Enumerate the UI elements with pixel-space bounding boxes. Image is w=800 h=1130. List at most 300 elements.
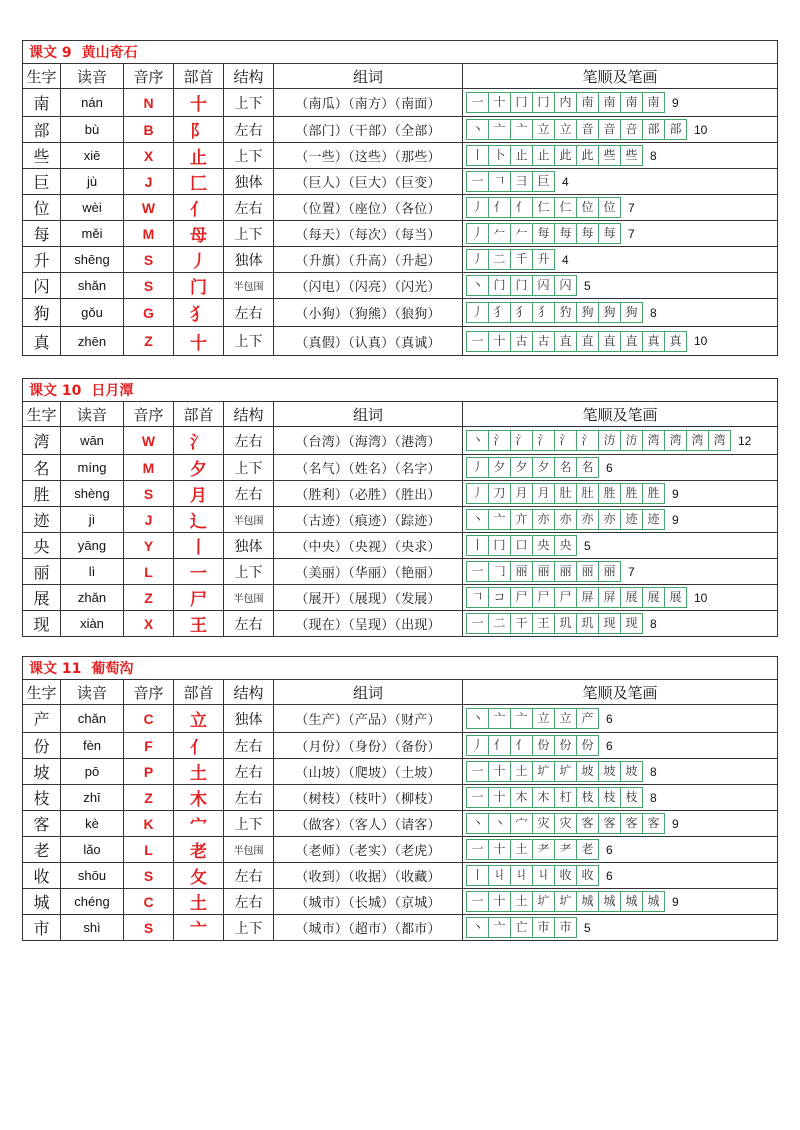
words-cell: （台湾）（海湾）（港湾）: [274, 427, 463, 455]
structure-cell: 左右: [224, 889, 274, 915]
stroke-step: 丽: [510, 561, 533, 582]
stroke-step: 城: [576, 891, 599, 912]
stroke-step: 丩: [532, 865, 555, 886]
initial-cell: Z: [124, 785, 174, 811]
stroke-step: 央: [554, 535, 577, 556]
stroke-step: 丿: [466, 302, 489, 323]
stroke-step: 丶: [466, 917, 489, 938]
stroke-step: 丩: [488, 865, 511, 886]
stroke-step: 南: [576, 92, 599, 113]
lesson-table: [22, 656, 778, 941]
stroke-step: 尸: [554, 587, 577, 608]
stroke-step: 一: [466, 171, 489, 192]
initial-cell: S: [124, 915, 174, 941]
stroke-step: 收: [554, 865, 577, 886]
stroke-step: 圹: [554, 761, 577, 782]
stroke-step: 肚: [576, 483, 599, 504]
table-row: [23, 327, 778, 356]
stroke-step: 湾: [664, 430, 687, 451]
stroke-step: 丶: [488, 813, 511, 834]
stroke-step: 冂: [488, 535, 511, 556]
stroke-step: 土: [510, 891, 533, 912]
table-row: [23, 247, 778, 273]
stroke-count: 10: [694, 334, 708, 348]
stroke-step: 一: [466, 613, 489, 634]
stroke-count: 4: [562, 252, 569, 267]
table-row: [23, 221, 778, 247]
stroke-step: 耂: [554, 839, 577, 860]
header-radical: 部首: [174, 402, 224, 427]
table-row: [23, 705, 778, 733]
stroke-count: 8: [650, 764, 657, 779]
pinyin-cell: yāng: [61, 533, 124, 559]
structure-cell: 上下: [224, 89, 274, 117]
table-row: [23, 427, 778, 455]
stroke-step: 冂: [532, 92, 555, 113]
stroke-step: 𠂉: [488, 223, 511, 244]
character-cell: 位: [23, 195, 61, 221]
stroke-count: 6: [606, 868, 613, 883]
radical-cell: 月: [174, 481, 224, 507]
structure-cell: 左右: [224, 299, 274, 327]
radical-cell: 阝: [174, 117, 224, 143]
radical-cell: 立: [174, 705, 224, 733]
radical-cell: 土: [174, 759, 224, 785]
character-cell: 老: [23, 837, 61, 863]
radical-cell: 亻: [174, 195, 224, 221]
stroke-step: 一: [466, 891, 489, 912]
stroke-order-cell: [463, 733, 778, 759]
stroke-order-cell: [463, 585, 778, 611]
header-initial: 音序: [124, 680, 174, 705]
stroke-step: 门: [488, 275, 511, 296]
stroke-order-cell: [463, 785, 778, 811]
words-cell: （收到）（收据）（收藏）: [274, 863, 463, 889]
stroke-order-cell: [463, 889, 778, 915]
initial-cell: G: [124, 299, 174, 327]
stroke-step: 十: [488, 891, 511, 912]
character-cell: 胜: [23, 481, 61, 507]
stroke-step: 名: [554, 457, 577, 478]
radical-cell: 十: [174, 327, 224, 356]
stroke-step: 产: [576, 708, 599, 729]
stroke-step: 屏: [598, 587, 621, 608]
stroke-step: 干: [510, 613, 533, 634]
stroke-step: 立: [554, 119, 577, 140]
table-row: [23, 811, 778, 837]
stroke-step: 此: [554, 145, 577, 166]
character-cell: 份: [23, 733, 61, 759]
stroke-step: 部: [642, 119, 665, 140]
character-cell: 南: [23, 89, 61, 117]
radical-cell: 十: [174, 89, 224, 117]
stroke-step: 亠: [510, 708, 533, 729]
stroke-order-cell: [463, 169, 778, 195]
stroke-step: コ: [488, 587, 511, 608]
character-cell: 每: [23, 221, 61, 247]
header-pinyin: 读音: [61, 64, 124, 89]
stroke-step: 音: [598, 119, 621, 140]
radical-cell: 氵: [174, 427, 224, 455]
table-row: [23, 585, 778, 611]
stroke-count: 8: [650, 148, 657, 163]
character-cell: 展: [23, 585, 61, 611]
stroke-count: 8: [650, 790, 657, 805]
radical-cell: 夕: [174, 455, 224, 481]
character-cell: 升: [23, 247, 61, 273]
stroke-step: 亻: [488, 197, 511, 218]
stroke-step: 丩: [510, 865, 533, 886]
header-pinyin: 读音: [61, 402, 124, 427]
header-words: 组词: [274, 680, 463, 705]
stroke-step: 十: [488, 839, 511, 860]
stroke-step: 月: [532, 483, 555, 504]
stroke-step: 央: [532, 535, 555, 556]
structure-cell: 半包围: [224, 837, 274, 863]
stroke-step: 十: [488, 761, 511, 782]
stroke-step: 犭: [510, 302, 533, 323]
stroke-step: 收: [576, 865, 599, 886]
stroke-step: 每: [554, 223, 577, 244]
stroke-step: 丿: [466, 223, 489, 244]
stroke-step: 名: [576, 457, 599, 478]
initial-cell: N: [124, 89, 174, 117]
stroke-step: 咅: [620, 119, 643, 140]
stroke-step: 丿: [466, 197, 489, 218]
radical-cell: 亻: [174, 733, 224, 759]
initial-cell: B: [124, 117, 174, 143]
table-row: [23, 837, 778, 863]
structure-cell: 上下: [224, 559, 274, 585]
table-row: [23, 117, 778, 143]
words-cell: （位置）（座位）（各位）: [274, 195, 463, 221]
table-row: [23, 507, 778, 533]
words-cell: （老师）（老实）（老虎）: [274, 837, 463, 863]
words-cell: （做客）（客人）（请客）: [274, 811, 463, 837]
stroke-step: 湾: [642, 430, 665, 451]
pinyin-cell: nán: [61, 89, 124, 117]
stroke-count: 9: [672, 894, 679, 909]
stroke-step: 灾: [554, 813, 577, 834]
stroke-step: 丶: [466, 509, 489, 530]
structure-cell: 上下: [224, 143, 274, 169]
words-cell: （现在）（呈现）（出现）: [274, 611, 463, 637]
stroke-order-cell: [463, 837, 778, 863]
stroke-order-cell: [463, 427, 778, 455]
stroke-step: 升: [532, 249, 555, 270]
stroke-step: 丶: [466, 119, 489, 140]
pinyin-cell: bù: [61, 117, 124, 143]
initial-cell: C: [124, 889, 174, 915]
stroke-step: 真: [642, 331, 665, 352]
stroke-step: 亡: [510, 917, 533, 938]
words-cell: （南瓜）（南方）（南面）: [274, 89, 463, 117]
header-pinyin: 读音: [61, 680, 124, 705]
stroke-step: 份: [532, 735, 555, 756]
initial-cell: Y: [124, 533, 174, 559]
initial-cell: M: [124, 455, 174, 481]
stroke-order-cell: [463, 611, 778, 637]
radical-cell: 辶: [174, 507, 224, 533]
initial-cell: S: [124, 863, 174, 889]
stroke-step: 一: [466, 331, 489, 352]
structure-cell: 左右: [224, 733, 274, 759]
stroke-step: 真: [664, 331, 687, 352]
structure-cell: 左右: [224, 759, 274, 785]
table-row: [23, 785, 778, 811]
stroke-step: 丿: [466, 457, 489, 478]
stroke-step: 千: [510, 249, 533, 270]
header-radical: 部首: [174, 64, 224, 89]
structure-cell: 上下: [224, 221, 274, 247]
stroke-order-cell: [463, 705, 778, 733]
stroke-step: 枝: [620, 787, 643, 808]
stroke-step: 城: [598, 891, 621, 912]
words-cell: （古迹）（痕迹）（踪迹）: [274, 507, 463, 533]
stroke-order-cell: [463, 759, 778, 785]
stroke-step: 亻: [510, 735, 533, 756]
table-row: [23, 611, 778, 637]
stroke-count: 5: [584, 278, 591, 293]
radical-cell: 尸: [174, 585, 224, 611]
pinyin-cell: xiē: [61, 143, 124, 169]
initial-cell: L: [124, 559, 174, 585]
header-char: 生字: [23, 64, 61, 89]
stroke-step: 亠: [488, 708, 511, 729]
words-cell: （山坡）（爬坡）（土坡）: [274, 759, 463, 785]
pinyin-cell: pō: [61, 759, 124, 785]
stroke-step: 门: [510, 275, 533, 296]
stroke-count: 7: [628, 564, 635, 579]
structure-cell: 左右: [224, 427, 274, 455]
pinyin-cell: shēng: [61, 247, 124, 273]
stroke-order-cell: [463, 811, 778, 837]
pinyin-cell: zhēn: [61, 327, 124, 356]
pinyin-cell: fèn: [61, 733, 124, 759]
structure-cell: 独体: [224, 247, 274, 273]
header-initial: 音序: [124, 402, 174, 427]
stroke-step: 坡: [576, 761, 599, 782]
stroke-step: 些: [598, 145, 621, 166]
stroke-count: 9: [672, 816, 679, 831]
character-cell: 央: [23, 533, 61, 559]
stroke-step: 灾: [532, 813, 555, 834]
stroke-step: 亠: [510, 119, 533, 140]
stroke-step: 尸: [510, 587, 533, 608]
initial-cell: J: [124, 169, 174, 195]
stroke-count: 8: [650, 616, 657, 631]
stroke-count: 6: [606, 460, 613, 475]
stroke-step: 老: [576, 839, 599, 860]
radical-cell: 止: [174, 143, 224, 169]
stroke-step: 氵: [576, 430, 599, 451]
stroke-step: 亠: [488, 119, 511, 140]
pinyin-cell: shì: [61, 915, 124, 941]
header-strokes: 笔顺及笔画: [463, 402, 778, 427]
stroke-step: 枝: [598, 787, 621, 808]
stroke-order-cell: [463, 455, 778, 481]
stroke-step: 土: [510, 839, 533, 860]
stroke-step: 部: [664, 119, 687, 140]
stroke-step: 丿: [466, 483, 489, 504]
stroke-count: 6: [606, 711, 613, 726]
stroke-step: 一: [466, 92, 489, 113]
lesson-section: [22, 378, 777, 637]
stroke-step: 迹: [642, 509, 665, 530]
stroke-step: 狗: [576, 302, 599, 323]
table-row: [23, 889, 778, 915]
stroke-step: 止: [532, 145, 555, 166]
stroke-step: 每: [576, 223, 599, 244]
stroke-step: 汸: [598, 430, 621, 451]
stroke-count: 5: [584, 920, 591, 935]
words-cell: （一些）（这些）（那些）: [274, 143, 463, 169]
character-cell: 市: [23, 915, 61, 941]
pinyin-cell: kè: [61, 811, 124, 837]
stroke-step: 一: [466, 561, 489, 582]
header-structure: 结构: [224, 402, 274, 427]
stroke-step: 立: [532, 708, 555, 729]
stroke-count: 10: [694, 590, 708, 605]
table-row: [23, 863, 778, 889]
initial-cell: X: [124, 143, 174, 169]
stroke-step: 二: [488, 613, 511, 634]
initial-cell: Z: [124, 327, 174, 356]
table-row: [23, 89, 778, 117]
table-row: [23, 143, 778, 169]
words-cell: （月份）（身份）（备份）: [274, 733, 463, 759]
stroke-count: 7: [628, 226, 635, 241]
stroke-order-cell: [463, 507, 778, 533]
structure-cell: 独体: [224, 169, 274, 195]
stroke-step: 丨: [466, 145, 489, 166]
stroke-step: 亻: [510, 197, 533, 218]
character-cell: 枝: [23, 785, 61, 811]
stroke-step: 宀: [510, 813, 533, 834]
pinyin-cell: chǎn: [61, 705, 124, 733]
initial-cell: W: [124, 195, 174, 221]
character-cell: 真: [23, 327, 61, 356]
stroke-step: 客: [620, 813, 643, 834]
pinyin-cell: shōu: [61, 863, 124, 889]
pinyin-cell: xiàn: [61, 611, 124, 637]
radical-cell: 攵: [174, 863, 224, 889]
stroke-step: 古: [510, 331, 533, 352]
table-row: [23, 169, 778, 195]
stroke-step: 南: [620, 92, 643, 113]
radical-cell: 一: [174, 559, 224, 585]
stroke-step: 枝: [576, 787, 599, 808]
character-cell: 迹: [23, 507, 61, 533]
stroke-order-cell: [463, 117, 778, 143]
character-cell: 城: [23, 889, 61, 915]
stroke-step: 闪: [532, 275, 555, 296]
radical-cell: 亠: [174, 915, 224, 941]
stroke-count: 9: [672, 512, 679, 527]
stroke-step: 胜: [642, 483, 665, 504]
stroke-step: 朾: [554, 787, 577, 808]
lesson-name: 日月潭: [91, 383, 134, 399]
header-structure: 结构: [224, 64, 274, 89]
structure-cell: 左右: [224, 611, 274, 637]
stroke-step: 南: [642, 92, 665, 113]
stroke-step: 巨: [532, 171, 555, 192]
radical-cell: 犭: [174, 299, 224, 327]
stroke-step: 屏: [576, 587, 599, 608]
stroke-step: 亠: [488, 509, 511, 530]
stroke-step: 直: [598, 331, 621, 352]
character-cell: 产: [23, 705, 61, 733]
structure-cell: 半包围: [224, 507, 274, 533]
stroke-step: 胜: [620, 483, 643, 504]
header-initial: 音序: [124, 64, 174, 89]
stroke-step: 𠃌: [488, 561, 511, 582]
stroke-step: 直: [576, 331, 599, 352]
stroke-count: 9: [672, 95, 679, 110]
radical-cell: 丿: [174, 247, 224, 273]
stroke-order-cell: [463, 915, 778, 941]
lesson-number: 课文 9: [29, 45, 72, 61]
stroke-count: 8: [650, 305, 657, 320]
initial-cell: F: [124, 733, 174, 759]
lesson-name: 葡萄沟: [91, 661, 134, 677]
stroke-order-cell: [463, 247, 778, 273]
table-row: [23, 299, 778, 327]
lesson-title: [23, 657, 778, 680]
stroke-step: 肚: [554, 483, 577, 504]
stroke-step: 夕: [532, 457, 555, 478]
stroke-step: 客: [576, 813, 599, 834]
lesson-section: [22, 40, 777, 356]
table-row: [23, 195, 778, 221]
stroke-step: 湾: [686, 430, 709, 451]
initial-cell: K: [124, 811, 174, 837]
header-char: 生字: [23, 680, 61, 705]
lesson-title: [23, 41, 778, 64]
lesson-number: 课文 10: [29, 383, 82, 399]
stroke-order-cell: [463, 221, 778, 247]
stroke-order-cell: [463, 481, 778, 507]
words-cell: （小狗）（狗熊）（狼狗）: [274, 299, 463, 327]
structure-cell: 半包围: [224, 585, 274, 611]
words-cell: （展开）（展现）（发展）: [274, 585, 463, 611]
stroke-step: 狗: [620, 302, 643, 323]
header-structure: 结构: [224, 680, 274, 705]
words-cell: （胜利）（必胜）（胜出）: [274, 481, 463, 507]
stroke-step: 城: [620, 891, 643, 912]
words-cell: （每天）（每次）（每当）: [274, 221, 463, 247]
stroke-order-cell: [463, 533, 778, 559]
character-cell: 客: [23, 811, 61, 837]
stroke-step: 夕: [510, 457, 533, 478]
stroke-step: 十: [488, 331, 511, 352]
stroke-step: 闪: [554, 275, 577, 296]
header-strokes: 笔顺及笔画: [463, 64, 778, 89]
radical-cell: 宀: [174, 811, 224, 837]
radical-cell: 丨: [174, 533, 224, 559]
character-cell: 名: [23, 455, 61, 481]
character-cell: 现: [23, 611, 61, 637]
stroke-order-cell: [463, 299, 778, 327]
table-row: [23, 559, 778, 585]
stroke-step: 𠃍: [488, 171, 511, 192]
stroke-step: 城: [642, 891, 665, 912]
initial-cell: J: [124, 507, 174, 533]
stroke-step: 展: [664, 587, 687, 608]
stroke-step: 丶: [466, 275, 489, 296]
initial-cell: Z: [124, 585, 174, 611]
stroke-order-cell: [463, 89, 778, 117]
